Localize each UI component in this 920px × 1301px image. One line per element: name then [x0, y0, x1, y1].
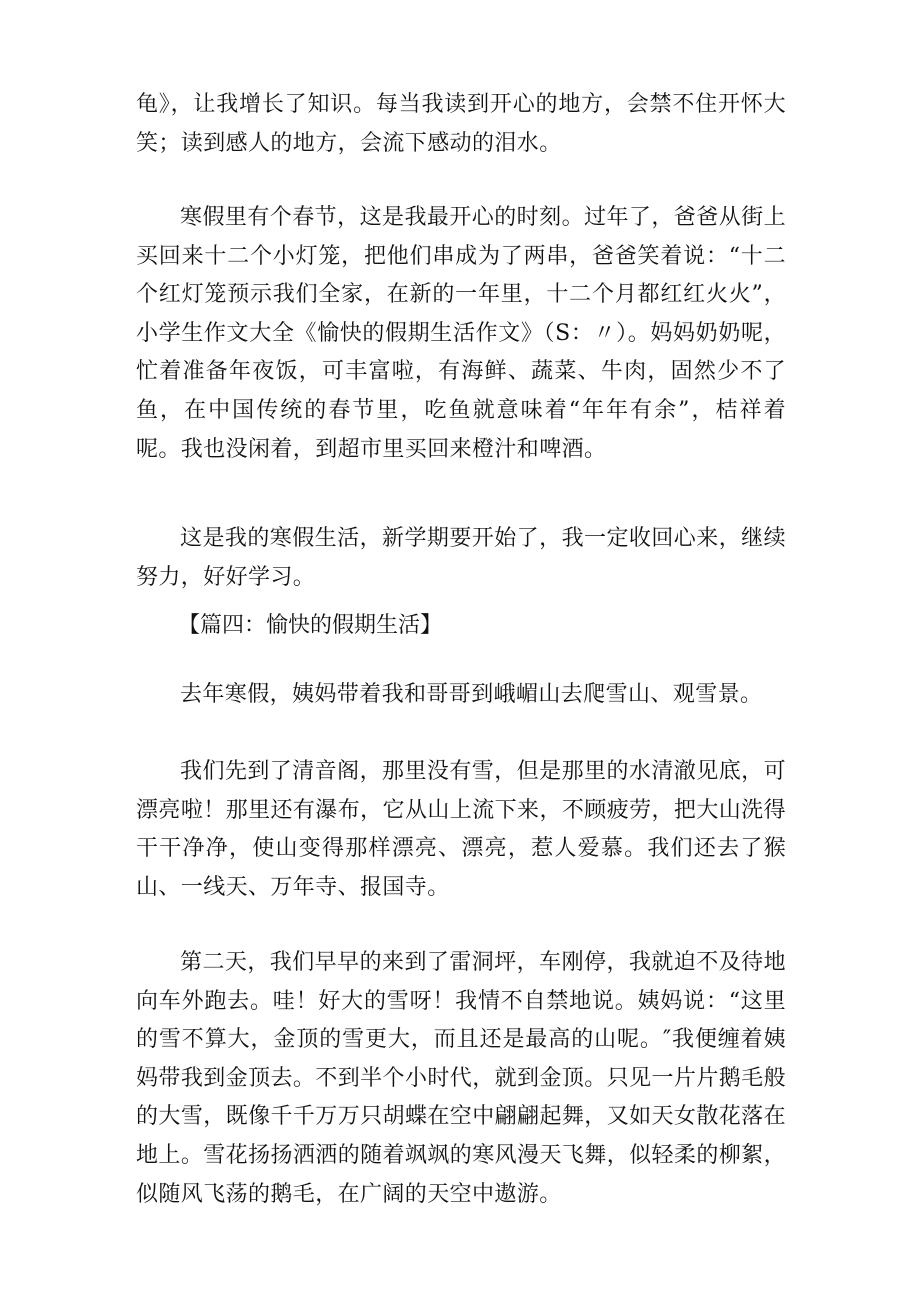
section-heading: 【篇四：愉快的假期生活】 [178, 613, 443, 638]
paragraph-continued: 龟》，让我增长了知识。每当我读到开心的地方，会禁不住开怀大笑；读到感人的地方，会流下感动的泪水。 [136, 92, 786, 156]
paragraph-winter-summary: 这是我的寒假生活，新学期要开始了，我一定收回心来，继续努力，好好学习。 [136, 526, 786, 590]
paragraph-spring-festival: 寒假里有个春节，这是我最开心的时刻。过年了，爸爸从街上买回来十二个小灯笼，把他们串成为了两串，爸爸笑着说：“十二个红灯笼预示我们全家，在新的一年里，十二个月都红红火火”，小学生作文大全《愉快的假期生活作文》（S：〃）。妈妈奶奶呢，忙着准备年夜饭，可丰富啦，有海鲜、蔬菜、牛肉，固然少不了鱼，在中国传统的春节里，吃鱼就意味着“年年有余”，桔祥着呢。我也没闲着，到超市里买回来橙汁和啤酒。 [136, 205, 786, 462]
paragraph-golden-summit: 第二天，我们早早的来到了雷洞坪，车刚停，我就迫不及待地向车外跑去。哇！好大的雪呀！我情不自禁地说。姨妈说：“这里的雪不算大，金顶的雪更大，而且还是最高的山呢。″我便缠着姨妈带我到金顶去。不到半个小时代，就到金顶。只见一片片鹅毛般的大雪，既像千千万万只胡蝶在空中翩翩起舞，又如天女散花落在地上。雪花扬扬洒洒的随着飒飒的寒风漫天飞舞，似轻柔的柳絮，似随风飞荡的鹅毛，在广阔的天空中遨游。 [136, 950, 786, 1207]
paragraph-qingyin-pavilion: 我们先到了清音阁，那里没有雪，但是那里的水清澈见底，可漂亮啦！那里还有瀑布，它从山上流下来，不顾疲劳，把大山洗得干干净净，使山变得那样漂亮、漂亮，惹人爱慕。我们还去了猴山、一线天、万年寺、报国寺。 [136, 759, 786, 900]
paragraph-trip-intro: 去年寒假，姨妈带着我和哥哥到峨嵋山去爬雪山、观雪景。 [180, 682, 763, 707]
